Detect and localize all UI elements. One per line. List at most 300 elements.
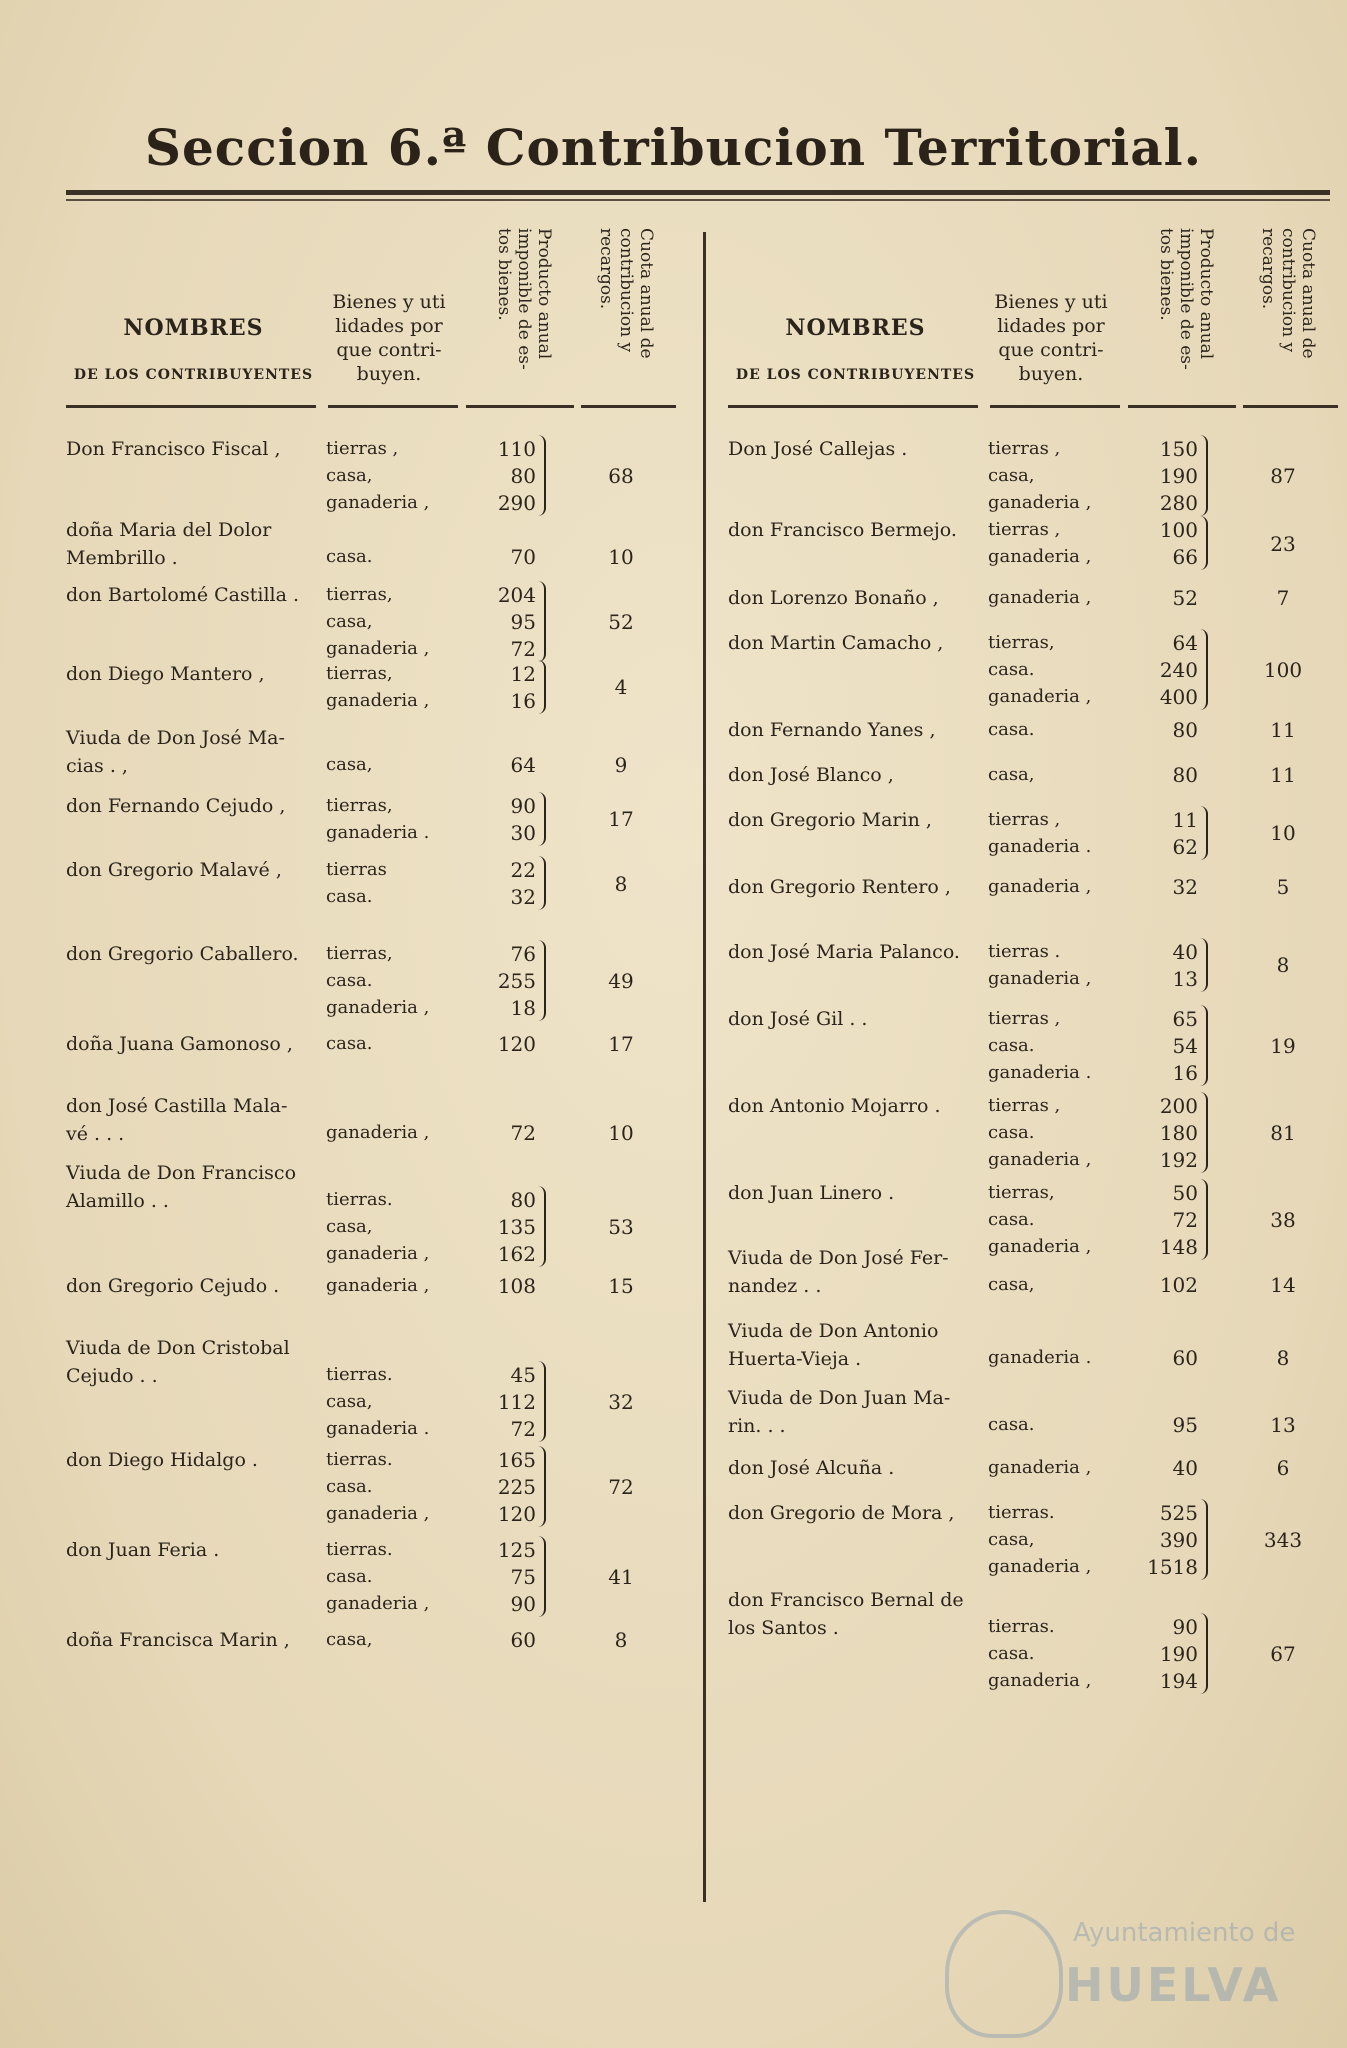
brace-icon — [1200, 1499, 1208, 1580]
property-line — [988, 938, 1248, 966]
product-value: 95 — [510, 610, 536, 635]
product-value: 110 — [497, 437, 536, 461]
product-value: 80 — [510, 464, 536, 488]
contributor-name: Viuda de Don José Ma- cias . , — [66, 727, 285, 778]
property-line — [326, 581, 586, 609]
product-value: 90 — [1172, 1615, 1198, 1640]
product-value: 72 — [510, 637, 536, 662]
property-line — [988, 716, 1248, 744]
property-type: tierras — [326, 859, 387, 881]
product-value: 54 — [1172, 1034, 1198, 1059]
cuota-value: 6 — [1276, 1456, 1290, 1481]
product-value: 72 — [510, 1121, 536, 1146]
title-rule-thin — [66, 199, 1330, 201]
property-line — [326, 1626, 586, 1654]
header-bienes: Bienes y uti lidades por que contri- buyen. — [994, 291, 1108, 385]
property-type: ganaderia , — [988, 685, 1092, 707]
property-type: tierras, — [988, 1182, 1055, 1204]
property-line — [988, 1119, 1248, 1147]
property-type: ganaderia , — [988, 1149, 1092, 1171]
property-type: casa. — [326, 1033, 373, 1055]
contributor-name: don José Castilla Mala- vé . . . — [66, 1095, 288, 1146]
property-type: tierras. — [326, 1189, 393, 1211]
product-value: 150 — [1159, 437, 1198, 461]
property-type: ganaderia , — [988, 967, 1092, 989]
brace-icon — [538, 1446, 546, 1527]
property-type: casa. — [326, 886, 373, 908]
cuota-value: 53 — [608, 1215, 634, 1240]
cuota-value: 41 — [608, 1564, 634, 1589]
product-value: 190 — [1159, 1642, 1198, 1667]
property-type: tierras , — [988, 1008, 1061, 1030]
property-line — [326, 819, 586, 847]
property-line — [988, 1005, 1248, 1033]
cuota-value: 10 — [1270, 821, 1296, 846]
contributor-name: don Juan Linero . — [728, 1182, 895, 1205]
contributor-name: don Gregorio Marin , — [728, 808, 932, 831]
property-line — [988, 1032, 1248, 1060]
property-line — [988, 1499, 1248, 1527]
product-value: 62 — [1172, 834, 1198, 859]
brace-icon — [538, 1186, 546, 1267]
product-value: 280 — [1159, 491, 1198, 515]
cuota-value: 8 — [1276, 1345, 1290, 1370]
property-type: tierras . — [988, 940, 1061, 962]
property-type: ganaderia , — [326, 1502, 430, 1524]
property-type: casa, — [988, 763, 1035, 785]
property-type: casa, — [326, 1390, 373, 1412]
cuota-value: 14 — [1270, 1272, 1296, 1297]
contributor-name: don José Alcuña . — [728, 1457, 895, 1480]
cuota-value: 32 — [608, 1389, 634, 1414]
property-line — [326, 1240, 586, 1268]
property-line — [326, 883, 586, 911]
product-value: 16 — [1172, 1061, 1198, 1086]
property-line — [988, 1640, 1248, 1668]
property-type: ganaderia , — [988, 876, 1092, 898]
table-header — [66, 220, 676, 405]
cuota-value: 81 — [1270, 1121, 1296, 1146]
watermark-line1: Ayuntamiento de — [1073, 1918, 1296, 1948]
property-line — [988, 435, 1248, 463]
property-type: ganaderia , — [326, 689, 430, 711]
cuota-value: 5 — [1276, 875, 1290, 900]
property-type: casa. — [988, 1414, 1035, 1436]
property-line — [326, 1272, 586, 1300]
property-type: ganaderia , — [326, 1122, 430, 1144]
product-value: 135 — [497, 1215, 536, 1240]
cuota-value: 38 — [1270, 1208, 1296, 1233]
product-value: 102 — [1159, 1272, 1198, 1297]
property-type: ganaderia , — [326, 1274, 430, 1296]
property-type: ganaderia , — [988, 1236, 1092, 1258]
contributor-name: don Gregorio de Mora , — [728, 1502, 955, 1525]
cuota-value: 8 — [614, 871, 628, 896]
cuota-value: 72 — [608, 1474, 634, 1499]
property-type: tierras. — [326, 1538, 393, 1560]
property-line — [326, 1213, 586, 1241]
property-type: ganaderia , — [988, 586, 1092, 608]
header-rule — [990, 405, 1120, 408]
brace-icon — [1200, 938, 1208, 992]
property-type: tierras, — [988, 631, 1055, 653]
property-type: tierras , — [988, 808, 1061, 830]
product-value: 70 — [510, 545, 536, 570]
brace-icon — [1200, 629, 1208, 710]
property-line — [988, 1059, 1248, 1087]
product-value: 65 — [1172, 1007, 1198, 1032]
brace-icon — [1200, 1613, 1208, 1694]
brace-icon — [1200, 1179, 1208, 1260]
contributor-name: Viuda de Don Juan Ma- rin. . . — [728, 1387, 951, 1438]
product-value: 16 — [510, 688, 536, 713]
cuota-value: 7 — [1276, 585, 1290, 610]
property-type: ganaderia , — [326, 638, 430, 660]
property-type: casa. — [988, 1122, 1035, 1144]
brace-icon — [538, 940, 546, 1021]
property-line — [988, 543, 1248, 571]
contributor-name: don Juan Feria . — [66, 1538, 220, 1561]
property-type: casa. — [326, 1565, 373, 1587]
property-type: casa. — [326, 970, 373, 992]
cuota-value: 17 — [608, 1032, 634, 1057]
property-type: tierras , — [988, 519, 1061, 541]
property-line — [988, 965, 1248, 993]
property-type: casa. — [326, 546, 373, 568]
brace-icon — [538, 435, 546, 516]
brace-icon — [538, 660, 546, 714]
cuota-value: 11 — [1270, 762, 1296, 787]
property-line — [326, 435, 586, 463]
contributor-name: don Gregorio Cejudo . — [66, 1274, 280, 1297]
brace-icon — [538, 1361, 546, 1442]
property-line — [326, 1446, 586, 1474]
header-cuota: Cuota anual de contribucion y recargos. — [596, 228, 656, 359]
product-value: 108 — [497, 1273, 536, 1298]
cuota-value: 67 — [1270, 1642, 1296, 1667]
contributor-name: doña Juana Gamonoso , — [66, 1033, 293, 1056]
property-line — [988, 656, 1248, 684]
property-line — [326, 1030, 586, 1058]
product-value: 125 — [497, 1537, 536, 1562]
property-line — [988, 1233, 1248, 1261]
header-names: NOMBRES DE LOS CONTRIBUYENTES — [735, 315, 976, 383]
product-value: 120 — [497, 1032, 536, 1057]
contributor-name: Don Francisco Fiscal , — [66, 438, 281, 460]
product-value: 194 — [1159, 1669, 1198, 1694]
product-value: 148 — [1159, 1235, 1198, 1260]
column-divider — [703, 232, 706, 1902]
property-line — [988, 629, 1248, 657]
property-type: casa, — [326, 611, 373, 633]
property-type: tierras. — [988, 1502, 1055, 1524]
product-value: 32 — [510, 885, 536, 910]
property-type: tierras. — [326, 1448, 393, 1470]
property-type: tierras, — [326, 794, 393, 816]
property-line — [326, 1415, 586, 1443]
brace-icon — [538, 792, 546, 846]
cuota-value: 10 — [608, 545, 634, 570]
property-type: ganaderia , — [326, 1592, 430, 1614]
product-value: 180 — [1159, 1121, 1198, 1146]
property-line — [326, 543, 586, 571]
contributor-name: don Lorenzo Bonaño , — [728, 586, 939, 609]
contributor-name: Viuda de Don José Fer- nandez . . — [728, 1246, 949, 1297]
contributor-name: don Antonio Mojarro . — [728, 1095, 941, 1118]
cuota-value: 100 — [1263, 657, 1303, 682]
property-type: ganaderia , — [988, 1457, 1092, 1479]
property-line — [326, 967, 586, 995]
property-line — [988, 1179, 1248, 1207]
product-value: 30 — [510, 820, 536, 845]
property-type: tierras, — [326, 662, 393, 684]
property-line — [988, 1553, 1248, 1581]
contributor-name: Viuda de Don Antonio Huerta-Vieja . — [728, 1319, 939, 1370]
product-value: 60 — [510, 1627, 536, 1652]
product-value: 60 — [1172, 1345, 1198, 1370]
property-line — [326, 1536, 586, 1564]
property-type: casa, — [326, 465, 373, 486]
page-title: Seccion 6.ª Contribucion Territorial. — [144, 118, 1203, 177]
property-line — [988, 761, 1248, 789]
watermark-line2: HUELVA — [1065, 1958, 1282, 2012]
property-line — [988, 462, 1248, 490]
property-line — [988, 683, 1248, 711]
cuota-value: 10 — [608, 1121, 634, 1146]
product-value: 75 — [510, 1564, 536, 1589]
product-value: 72 — [510, 1416, 536, 1441]
property-type: ganaderia . — [988, 835, 1092, 857]
property-line — [326, 687, 586, 715]
product-value: 76 — [510, 942, 536, 967]
property-type: ganaderia . — [988, 1346, 1092, 1368]
cuota-value: 13 — [1270, 1413, 1296, 1438]
cuota-value: 15 — [608, 1273, 634, 1298]
property-type: ganaderia , — [326, 1243, 430, 1265]
property-line — [326, 1119, 586, 1147]
left-column — [66, 220, 676, 1652]
product-value: 225 — [497, 1474, 536, 1499]
table-header — [728, 220, 1338, 405]
property-line — [988, 1667, 1248, 1695]
brace-icon — [538, 856, 546, 910]
cuota-value: 4 — [614, 675, 628, 700]
contributor-name: don José Gil . . — [728, 1008, 868, 1031]
product-value: 162 — [497, 1242, 536, 1267]
header-cuota: Cuota anual de contribucion y recargos. — [1258, 228, 1318, 359]
property-type: ganaderia . — [326, 821, 430, 843]
cuota-value: 8 — [614, 1627, 628, 1652]
property-line — [326, 1473, 586, 1501]
property-line — [988, 1146, 1248, 1174]
property-type: tierras , — [326, 438, 399, 459]
header-rule — [1243, 405, 1338, 408]
contributor-name: Viuda de Don Cristobal Cejudo . . — [66, 1336, 290, 1387]
property-line — [326, 1563, 586, 1591]
header-producto: Producto anual imponible de es- tos bienes. — [494, 228, 554, 370]
property-line — [988, 1454, 1248, 1482]
property-line — [326, 608, 586, 636]
property-line — [326, 856, 586, 884]
product-value: 190 — [1159, 464, 1198, 488]
property-line — [326, 1186, 586, 1214]
product-value: 390 — [1159, 1528, 1198, 1553]
product-value: 100 — [1159, 518, 1198, 543]
product-value: 290 — [497, 491, 536, 515]
property-type: casa. — [988, 1035, 1035, 1057]
title-rule — [66, 190, 1330, 195]
coat-of-arms-icon — [945, 1910, 1063, 2038]
property-line — [988, 1526, 1248, 1554]
product-value: 64 — [510, 753, 536, 778]
property-type: ganaderia , — [326, 492, 430, 513]
product-value: 525 — [1159, 1501, 1198, 1526]
product-value: 80 — [1172, 762, 1198, 787]
property-type: ganaderia . — [326, 1417, 430, 1439]
property-type: ganaderia , — [988, 1556, 1092, 1578]
contributor-name: don Gregorio Rentero , — [728, 876, 951, 899]
property-line — [326, 751, 586, 779]
property-line — [326, 660, 586, 688]
property-line — [326, 462, 586, 490]
property-type: ganaderia . — [988, 1062, 1092, 1084]
product-value: 12 — [510, 661, 536, 686]
header-names: NOMBRES DE LOS CONTRIBUYENTES — [73, 315, 314, 383]
product-value: 204 — [497, 583, 536, 608]
product-value: 1518 — [1147, 1555, 1198, 1580]
product-value: 13 — [1172, 966, 1198, 991]
brace-icon — [1200, 1092, 1208, 1173]
cuota-value: 11 — [1270, 717, 1296, 742]
product-value: 90 — [510, 1591, 536, 1616]
contributor-name: don Diego Hidalgo . — [66, 1448, 258, 1471]
product-value: 72 — [1172, 1208, 1198, 1233]
product-value: 66 — [1172, 545, 1198, 570]
property-type: casa. — [988, 1643, 1035, 1665]
product-value: 52 — [1172, 585, 1198, 610]
property-line — [326, 994, 586, 1022]
product-value: 120 — [497, 1501, 536, 1526]
product-value: 200 — [1159, 1094, 1198, 1119]
property-type: casa. — [988, 658, 1035, 680]
cuota-value: 87 — [1270, 464, 1296, 488]
property-line — [988, 1092, 1248, 1120]
cuota-value: 68 — [608, 464, 634, 488]
property-type: ganaderia , — [326, 997, 430, 1019]
product-value: 32 — [1172, 875, 1198, 900]
contributor-name: don Francisco Bernal de los Santos . — [728, 1589, 964, 1640]
contributor-name: Don José Callejas . — [728, 438, 908, 460]
property-type: casa, — [326, 754, 373, 776]
property-line — [326, 489, 586, 517]
property-line — [326, 940, 586, 968]
contributor-name: don Francisco Bermejo. — [728, 519, 957, 542]
brace-icon — [1200, 435, 1208, 516]
contributor-name: don Fernando Yanes , — [728, 718, 936, 741]
property-type: casa, — [988, 1529, 1035, 1551]
cuota-value: 17 — [608, 807, 634, 832]
header-rule — [466, 405, 574, 408]
product-value: 40 — [1172, 1456, 1198, 1481]
product-value: 400 — [1159, 684, 1198, 709]
property-line — [326, 1361, 586, 1389]
product-value: 18 — [510, 996, 536, 1021]
property-type: casa, — [326, 1216, 373, 1238]
brace-icon — [1200, 806, 1208, 860]
property-type: casa, — [988, 465, 1035, 486]
property-type: casa. — [326, 1475, 373, 1497]
contributor-name: don Gregorio Caballero. — [66, 943, 299, 966]
cuota-value: 8 — [1276, 953, 1290, 978]
property-line — [326, 1500, 586, 1528]
property-type: casa. — [988, 718, 1035, 740]
contributor-name: don Martin Camacho , — [728, 631, 944, 654]
contributor-name: don Gregorio Malavé , — [66, 859, 282, 882]
header-producto: Producto anual imponible de es- tos bienes. — [1156, 228, 1216, 370]
product-value: 50 — [1172, 1181, 1198, 1206]
contributor-name: doña Francisca Marin , — [66, 1628, 290, 1651]
header-rule — [581, 405, 676, 408]
property-line — [326, 792, 586, 820]
brace-icon — [1200, 516, 1208, 570]
cuota-value: 9 — [614, 753, 628, 778]
property-line — [988, 584, 1248, 612]
product-value: 95 — [1172, 1413, 1198, 1438]
property-type: casa, — [326, 1628, 373, 1650]
contributor-name: don Bartolomé Castilla . — [66, 584, 300, 607]
header-bienes: Bienes y uti lidades por que contri- buyen. — [332, 291, 446, 385]
property-type: tierras. — [988, 1616, 1055, 1638]
product-value: 64 — [1172, 630, 1198, 655]
header-rule — [1128, 405, 1236, 408]
property-type: ganaderia , — [988, 546, 1092, 568]
product-value: 90 — [510, 793, 536, 818]
property-line — [988, 1411, 1248, 1439]
property-type: tierras , — [988, 1095, 1061, 1117]
property-line — [988, 1344, 1248, 1372]
cuota-value: 52 — [608, 610, 634, 635]
contributor-name: don Fernando Cejudo , — [66, 794, 286, 817]
brace-icon — [538, 581, 546, 662]
property-line — [988, 489, 1248, 517]
product-value: 40 — [1172, 939, 1198, 964]
property-line — [988, 806, 1248, 834]
cuota-value: 19 — [1270, 1034, 1296, 1059]
brace-icon — [1200, 1005, 1208, 1086]
property-type: tierras, — [326, 584, 393, 606]
contributor-name: doña Maria del Dolor Membrillo . — [66, 519, 272, 570]
header-rule — [728, 405, 978, 408]
cuota-value: 49 — [608, 969, 634, 994]
property-line — [326, 1590, 586, 1618]
property-type: casa. — [988, 1209, 1035, 1231]
contributor-name: don Diego Mantero , — [66, 662, 265, 685]
property-line — [988, 516, 1248, 544]
product-value: 45 — [510, 1362, 536, 1387]
right-column — [728, 220, 1338, 1694]
property-line — [988, 833, 1248, 861]
contributor-name: don José Blanco , — [728, 763, 894, 786]
product-value: 192 — [1159, 1148, 1198, 1173]
property-type: ganaderia , — [988, 1670, 1092, 1692]
product-value: 80 — [510, 1188, 536, 1213]
cuota-value: 343 — [1263, 1528, 1303, 1553]
cuota-value: 23 — [1270, 531, 1296, 556]
product-value: 255 — [497, 969, 536, 994]
property-line — [988, 1271, 1248, 1299]
property-type: tierras. — [326, 1363, 393, 1385]
property-line — [988, 1206, 1248, 1234]
